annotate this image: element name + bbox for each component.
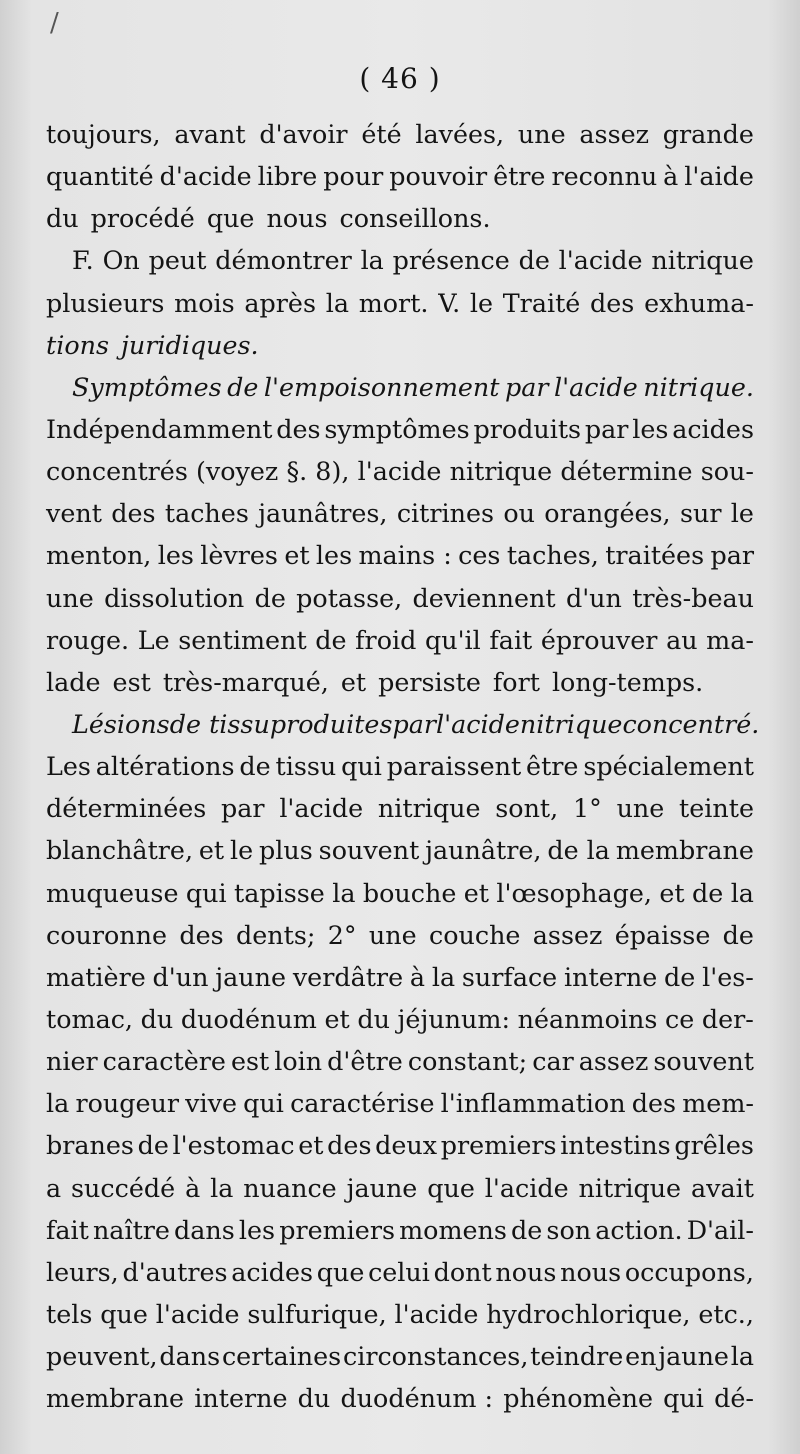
word: souvent — [318, 835, 420, 866]
text-line — [46, 745, 754, 787]
word: sou- — [700, 456, 754, 487]
word: l'inflammation — [440, 1088, 626, 1119]
word: jaunâtre, — [425, 835, 542, 866]
word: duodénum — [180, 1003, 317, 1034]
text-line — [46, 1040, 754, 1082]
word: circonstances, — [342, 1341, 529, 1372]
word: le — [730, 498, 754, 529]
word: couronne — [46, 919, 168, 950]
word: que — [316, 1256, 365, 1287]
word: la — [730, 1341, 754, 1372]
word: dans — [174, 1214, 235, 1245]
word: de — [518, 245, 550, 276]
word: que — [427, 1172, 475, 1203]
word: procédé — [90, 203, 195, 234]
text-line — [46, 492, 754, 534]
text-line — [46, 1335, 754, 1377]
word: rougeur — [75, 1088, 179, 1119]
word: constant; — [407, 1046, 528, 1077]
word: tissu — [275, 751, 337, 782]
word: du — [297, 1383, 331, 1414]
word: par — [710, 540, 754, 571]
word: leurs, — [46, 1256, 119, 1287]
text-line — [46, 1293, 754, 1335]
word: celui — [368, 1256, 430, 1287]
word: Le — [137, 624, 170, 655]
word: par — [584, 413, 629, 444]
word: ces — [458, 540, 501, 571]
word: de — [254, 582, 286, 613]
word: libre — [257, 161, 318, 192]
word: de — [722, 919, 754, 950]
word: des — [327, 1130, 372, 1161]
word: dents; — [235, 919, 316, 950]
word: des — [179, 919, 224, 950]
word: souvent — [653, 1046, 754, 1077]
word: mois — [174, 287, 235, 318]
word: des — [590, 287, 635, 318]
word: très-marqué, — [162, 666, 329, 697]
word: conseillons. — [339, 203, 491, 234]
word: une — [368, 919, 417, 950]
word: être — [526, 751, 579, 782]
word: déterminées — [46, 793, 207, 824]
text-line — [46, 197, 754, 239]
word: premiers — [279, 1214, 395, 1245]
word: de tissu — [169, 708, 270, 739]
word: symptômes — [324, 413, 470, 444]
word: le — [469, 287, 494, 318]
word: et — [324, 1003, 350, 1034]
word: mains : — [358, 540, 452, 571]
word: dont — [433, 1256, 492, 1287]
word: §. 8), — [286, 456, 350, 487]
word: premiers — [440, 1130, 557, 1161]
word: la — [730, 877, 754, 908]
word: surface — [461, 961, 558, 992]
word: l'estomac — [172, 1130, 295, 1161]
word: der- — [701, 1003, 754, 1034]
corner-mark: / — [50, 8, 59, 38]
word: assez — [579, 119, 650, 149]
word: verdâtre — [292, 961, 404, 992]
word: dissolution — [104, 582, 245, 613]
word: citrines — [396, 498, 495, 529]
word: nuance — [243, 1172, 337, 1203]
word: l'acide — [558, 245, 643, 276]
word: l'acide — [553, 371, 638, 402]
word: a — [46, 1172, 62, 1203]
word: qui — [341, 751, 382, 782]
word: qui — [185, 877, 227, 908]
text-line — [46, 155, 754, 197]
word: la — [325, 287, 349, 318]
word: spécialement — [583, 751, 754, 782]
word: d'un — [152, 961, 209, 992]
word: nous — [495, 1256, 557, 1287]
word: peuvent, — [46, 1341, 158, 1372]
word: duodénum : — [340, 1383, 494, 1414]
word: d'être — [327, 1046, 403, 1077]
word: paraissent — [386, 751, 522, 782]
word: jéjunum: — [397, 1003, 511, 1034]
word: et — [659, 877, 685, 908]
word: reconnu — [551, 161, 658, 192]
word: phénomène — [503, 1383, 653, 1414]
word: loin — [274, 1046, 323, 1077]
word: le — [230, 835, 254, 866]
word: 2° — [327, 919, 357, 950]
word: avant — [174, 119, 246, 149]
word: dé- — [714, 1383, 754, 1414]
word: (voyez — [196, 456, 279, 487]
word: potasse, — [296, 582, 403, 613]
word: taches, — [506, 540, 599, 571]
word: D'ail- — [686, 1214, 754, 1245]
word: sur — [679, 498, 722, 529]
word: son — [546, 1214, 592, 1245]
word: mem- — [682, 1088, 754, 1119]
text-line — [46, 1209, 754, 1251]
word: matière — [46, 961, 146, 992]
word: la — [332, 877, 356, 908]
word: pouvoir — [389, 161, 488, 192]
text-line — [46, 661, 754, 703]
word: produites — [269, 708, 393, 739]
word: sont, — [495, 793, 559, 824]
word: été — [361, 119, 402, 149]
text-line — [46, 1124, 754, 1166]
word: les — [632, 413, 669, 444]
word: hydrochlorique, — [486, 1298, 691, 1329]
word: etc., — [698, 1298, 754, 1329]
word: lavées, — [415, 119, 505, 149]
word: orangées, — [544, 498, 671, 529]
word: caractérise — [290, 1088, 435, 1119]
word: assez — [578, 1046, 649, 1077]
word: mort. — [358, 287, 429, 318]
word: naître — [92, 1214, 170, 1245]
word: avait — [690, 1172, 754, 1203]
word: très-beau — [632, 582, 754, 613]
word: tions — [46, 329, 109, 360]
word: et — [284, 540, 310, 571]
word: nous — [560, 1256, 622, 1287]
word: tomac, — [46, 1003, 133, 1034]
word: peut — [148, 245, 207, 276]
word: nier — [46, 1046, 98, 1077]
word: assez — [532, 919, 603, 950]
word: interne — [564, 961, 658, 992]
word: Symptômes — [72, 371, 222, 402]
word: néanmoins — [517, 1003, 658, 1034]
word: vive — [185, 1088, 237, 1119]
text-line — [46, 914, 754, 956]
word: démontrer — [215, 245, 352, 276]
word: quantité — [46, 161, 154, 192]
word: que — [206, 203, 255, 234]
word: interne — [194, 1383, 288, 1414]
word: action. — [595, 1214, 683, 1245]
word: et — [198, 835, 225, 866]
word: de la — [547, 835, 610, 866]
word: tels — [46, 1298, 93, 1329]
word: produits — [473, 413, 582, 444]
word: la — [360, 245, 384, 276]
word: muqueuse — [46, 877, 179, 908]
word: nitrique — [377, 793, 481, 824]
word: d'acide — [159, 161, 252, 192]
word: taches — [164, 498, 249, 529]
text-line — [46, 282, 754, 324]
word: l'empoisonnement — [263, 371, 500, 402]
word: la — [46, 1088, 70, 1119]
word: à — [185, 1172, 201, 1203]
word: teindre — [530, 1341, 624, 1372]
word: lèvres — [200, 540, 278, 571]
word: acides — [672, 413, 754, 444]
word: que — [100, 1298, 148, 1329]
word: nitrique — [578, 1172, 682, 1203]
word: fort — [492, 666, 540, 697]
word: froid — [355, 624, 417, 655]
word: en — [625, 1341, 657, 1372]
word: à — [409, 961, 426, 992]
text-line — [46, 113, 754, 155]
word: présence — [392, 245, 510, 276]
word: les — [315, 540, 353, 571]
word: épaisse — [614, 919, 711, 950]
word: de — [511, 1214, 543, 1245]
word: deux — [375, 1130, 438, 1161]
word: nous — [266, 203, 328, 234]
word: F. — [72, 245, 94, 276]
word: caractère — [102, 1046, 226, 1077]
word: lade — [46, 666, 101, 697]
word: momens — [399, 1214, 507, 1245]
word: couche — [428, 919, 521, 950]
word: teinte — [679, 793, 754, 824]
word: l'acide — [436, 708, 520, 739]
text-line — [46, 239, 754, 281]
word: car — [532, 1046, 574, 1077]
word: intestins — [560, 1130, 671, 1161]
word: membrane — [46, 1383, 185, 1414]
word: et — [340, 666, 367, 697]
word: occupons, — [624, 1256, 754, 1287]
word: à — [663, 161, 679, 192]
word: les — [157, 540, 194, 571]
word: ma- — [706, 624, 754, 655]
word: par — [392, 708, 437, 739]
word: ce — [665, 1003, 695, 1034]
word: éprouver — [540, 624, 658, 655]
word: blanchâtre, — [46, 835, 194, 866]
word: dans — [159, 1341, 221, 1372]
word: du — [357, 1003, 390, 1034]
word: de — [664, 961, 696, 992]
word: par — [504, 371, 549, 402]
word: l'acide — [155, 1298, 240, 1329]
word: long-temps. — [551, 666, 704, 697]
word: les — [238, 1214, 276, 1245]
word: qui — [663, 1383, 704, 1414]
word: est — [230, 1046, 270, 1077]
word: jaune — [658, 1341, 729, 1372]
word: certaines — [221, 1341, 342, 1372]
word: succédé — [71, 1172, 176, 1203]
text-line — [46, 1167, 754, 1209]
word: l'aide — [684, 161, 754, 192]
word: du — [140, 1003, 174, 1034]
word: nitrique — [449, 456, 553, 487]
word: deviennent — [412, 582, 556, 613]
word: de — [692, 877, 724, 908]
word: une — [46, 582, 94, 613]
text-line — [46, 787, 754, 829]
text-line — [46, 872, 754, 914]
word: l'acide — [484, 1172, 569, 1203]
word: après — [244, 287, 316, 318]
word: l'œsophage, — [496, 877, 652, 908]
word: sentiment — [178, 624, 307, 655]
word: juridiques. — [121, 329, 259, 360]
word: une — [616, 793, 665, 824]
word: menton, — [46, 540, 152, 571]
word: vent — [46, 498, 102, 529]
word: plus — [259, 835, 313, 866]
word: d'un — [565, 582, 622, 613]
text-line — [46, 1082, 754, 1124]
word: du — [46, 203, 79, 234]
word: qui — [243, 1088, 284, 1119]
word: sulfurique, — [247, 1298, 387, 1329]
word: membrane — [615, 835, 754, 866]
word: et — [463, 877, 489, 908]
word: fait — [489, 624, 533, 655]
word: nitrique — [651, 245, 754, 276]
word: la — [431, 961, 456, 992]
word: des — [111, 498, 156, 529]
text-line — [46, 998, 754, 1040]
word: fait — [46, 1214, 89, 1245]
word: l'acide — [394, 1298, 479, 1329]
text-line — [46, 956, 754, 998]
word: tapisse — [234, 877, 325, 908]
word: persiste — [378, 666, 481, 697]
word: pour — [323, 161, 384, 192]
word: traitées — [605, 540, 705, 571]
word: Traité — [502, 287, 581, 318]
text-line — [46, 703, 760, 745]
word: jaunâtres, — [258, 498, 388, 529]
word: grêles — [674, 1130, 754, 1161]
text-line — [46, 829, 754, 871]
text-line — [46, 408, 754, 450]
word: de — [227, 371, 259, 402]
word: rouge. — [46, 624, 130, 655]
word: concentrés — [46, 456, 188, 487]
word: l'acide — [357, 456, 442, 487]
word: On — [102, 245, 140, 276]
word: une — [517, 119, 566, 149]
word: par — [221, 793, 265, 824]
word: concentré. — [622, 708, 760, 739]
word: des — [276, 413, 321, 444]
word: l'acide — [279, 793, 364, 824]
word: Les — [46, 751, 91, 782]
word: grande — [662, 119, 754, 149]
text-line — [46, 450, 754, 492]
word: Indépendamment — [46, 413, 273, 444]
text-line — [46, 619, 754, 661]
word: toujours, — [46, 119, 161, 149]
word: être — [493, 161, 546, 192]
word: de — [315, 624, 347, 655]
page-number: ( 46 ) — [359, 62, 441, 95]
word: au — [666, 624, 698, 655]
text-line — [46, 366, 754, 408]
word: détermine — [560, 456, 693, 487]
word: et — [298, 1130, 324, 1161]
word: est — [112, 666, 151, 697]
word: bouche — [362, 877, 457, 908]
word: branes — [46, 1130, 134, 1161]
word: acides — [231, 1256, 314, 1287]
text-line — [46, 1377, 754, 1419]
word: Lésions — [72, 708, 170, 739]
word: des — [631, 1088, 677, 1119]
word: 1° — [572, 793, 602, 824]
word: plusieurs — [46, 287, 165, 318]
word: de — [137, 1130, 169, 1161]
text-line — [46, 324, 754, 366]
word: nitrique — [519, 708, 623, 739]
word: nitrique. — [643, 371, 754, 402]
word: exhuma- — [644, 287, 754, 318]
word: de — [239, 751, 271, 782]
text-line — [46, 534, 754, 576]
word: la — [210, 1172, 234, 1203]
word: qu'il — [424, 624, 481, 655]
word: altérations — [95, 751, 235, 782]
word: ou — [503, 498, 535, 529]
text-line — [46, 577, 754, 619]
text-line — [46, 1251, 754, 1293]
word: jaune — [215, 961, 287, 992]
word: V. — [438, 287, 461, 318]
word: d'avoir — [259, 119, 348, 149]
body-text — [46, 113, 760, 1419]
word: jaune — [346, 1172, 418, 1203]
word: l'es- — [702, 961, 754, 992]
word: d'autres — [122, 1256, 228, 1287]
